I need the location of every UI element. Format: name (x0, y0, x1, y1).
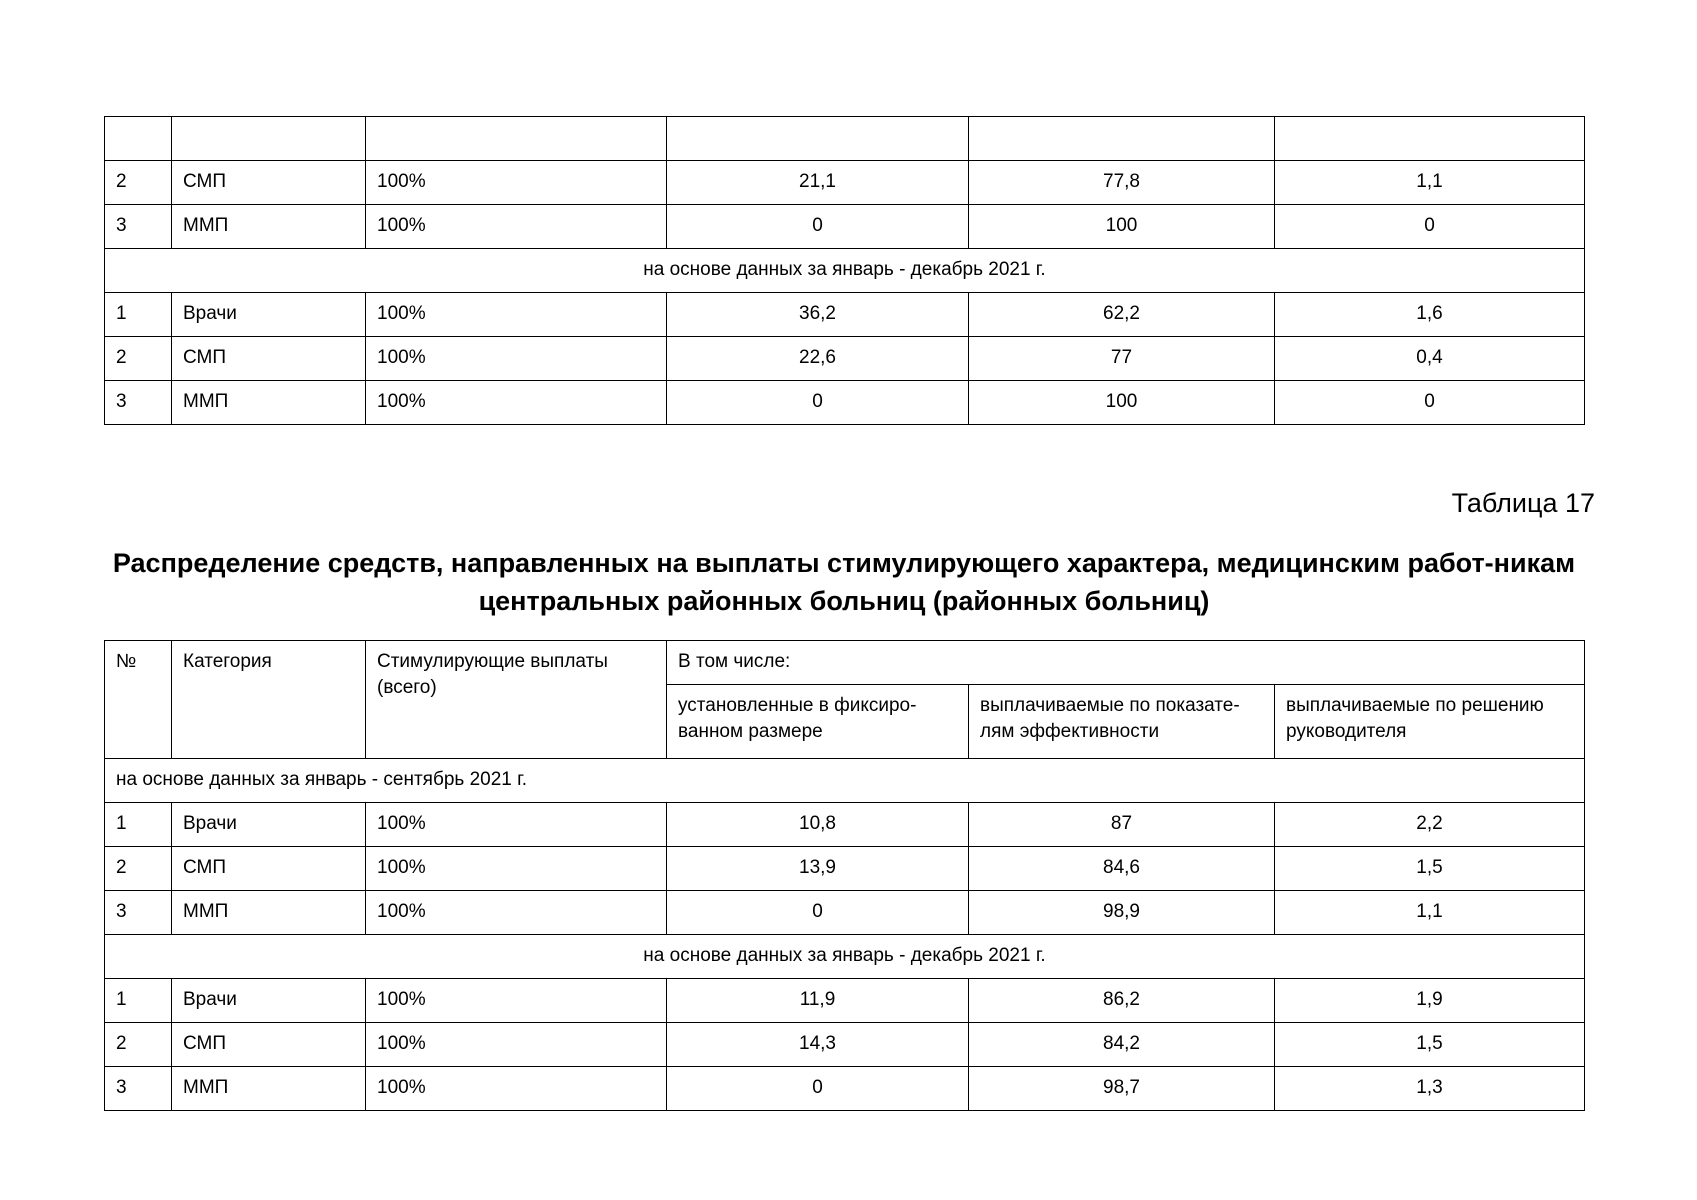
row-total-cell: 100% (366, 1023, 667, 1067)
row-total-cell: 100% (366, 337, 667, 381)
row-fixed-cell: 14,3 (667, 1023, 969, 1067)
row-number-cell: 3 (105, 891, 172, 935)
row-category-cell: СМП (172, 847, 366, 891)
row-performance-cell: 77 (969, 337, 1275, 381)
row-performance-cell: 62,2 (969, 293, 1275, 337)
row-manager-cell: 1,6 (1275, 293, 1585, 337)
row-fixed-cell: 36,2 (667, 293, 969, 337)
row-number-cell: 3 (105, 205, 172, 249)
row-manager-cell (1275, 117, 1585, 161)
row-number-cell: 2 (105, 847, 172, 891)
table-row (105, 891, 1585, 935)
row-number-cell: 3 (105, 1067, 172, 1111)
row-fixed-cell: 0 (667, 205, 969, 249)
row-fixed-cell: 0 (667, 891, 969, 935)
table-row (105, 1067, 1585, 1111)
row-total-cell: 100% (366, 979, 667, 1023)
row-total-cell: 100% (366, 205, 667, 249)
header-performance: выплачиваемые по показате-лям эффективности (969, 685, 1275, 759)
row-category-cell: ММП (172, 891, 366, 935)
row-manager-cell: 0 (1275, 381, 1585, 425)
header-category: Категория (172, 641, 366, 759)
header-manager: выплачиваемые по решению руководителя (1275, 685, 1585, 759)
row-category-cell: Врачи (172, 293, 366, 337)
row-performance-cell: 100 (969, 381, 1275, 425)
continued-table-body (105, 117, 1585, 425)
section-label: на основе данных за январь - сентябрь 2021 г. (105, 759, 1585, 803)
header-num: № (105, 641, 172, 759)
header-including: В том числе: (667, 641, 1585, 685)
row-number-cell: 2 (105, 1023, 172, 1067)
row-performance-cell: 84,2 (969, 1023, 1275, 1067)
table-row (105, 161, 1585, 205)
row-manager-cell: 0 (1275, 205, 1585, 249)
row-category-cell: ММП (172, 381, 366, 425)
table-row (105, 337, 1585, 381)
row-manager-cell: 1,9 (1275, 979, 1585, 1023)
row-total-cell: 100% (366, 891, 667, 935)
row-performance-cell: 84,6 (969, 847, 1275, 891)
section-label: на основе данных за январь - декабрь 2021 г. (105, 249, 1585, 293)
table-row (105, 1023, 1585, 1067)
row-fixed-cell: 13,9 (667, 847, 969, 891)
row-manager-cell: 1,5 (1275, 1023, 1585, 1067)
row-total-cell: 100% (366, 1067, 667, 1111)
row-total-cell: 100% (366, 803, 667, 847)
row-fixed-cell: 0 (667, 381, 969, 425)
table-row (105, 979, 1585, 1023)
row-total-cell: 100% (366, 847, 667, 891)
row-total-cell: 100% (366, 293, 667, 337)
row-manager-cell: 1,1 (1275, 161, 1585, 205)
row-number-cell: 3 (105, 381, 172, 425)
row-number-cell: 2 (105, 337, 172, 381)
row-performance-cell: 100 (969, 205, 1275, 249)
row-category-cell: СМП (172, 161, 366, 205)
row-total-cell: 100% (366, 381, 667, 425)
row-fixed-cell: 11,9 (667, 979, 969, 1023)
table-row (105, 803, 1585, 847)
row-number-cell (105, 117, 172, 161)
row-category-cell: ММП (172, 1067, 366, 1111)
row-number-cell: 2 (105, 161, 172, 205)
row-manager-cell: 1,3 (1275, 1067, 1585, 1111)
table-header-row (105, 641, 1585, 685)
row-performance-cell: 86,2 (969, 979, 1275, 1023)
row-manager-cell: 1,5 (1275, 847, 1585, 891)
table-row (105, 847, 1585, 891)
row-category-cell: Врачи (172, 803, 366, 847)
row-fixed-cell: 22,6 (667, 337, 969, 381)
distribution-table-body (105, 759, 1585, 1111)
row-performance-cell: 77,8 (969, 161, 1275, 205)
row-performance-cell: 87 (969, 803, 1275, 847)
table-row (105, 293, 1585, 337)
table-number-label: Таблица 17 (1451, 488, 1595, 518)
row-category-cell: СМП (172, 1023, 366, 1067)
row-performance-cell (969, 117, 1275, 161)
row-performance-cell: 98,9 (969, 891, 1275, 935)
row-category-cell (172, 117, 366, 161)
row-manager-cell: 1,1 (1275, 891, 1585, 935)
section-row (105, 759, 1585, 803)
row-total-cell (366, 117, 667, 161)
row-total-cell: 100% (366, 161, 667, 205)
row-category-cell: Врачи (172, 979, 366, 1023)
row-fixed-cell: 10,8 (667, 803, 969, 847)
row-number-cell: 1 (105, 293, 172, 337)
row-fixed-cell: 0 (667, 1067, 969, 1111)
row-fixed-cell (667, 117, 969, 161)
row-manager-cell: 0,4 (1275, 337, 1585, 381)
table-row (105, 381, 1585, 425)
section-label: на основе данных за январь - декабрь 2021 г. (105, 935, 1585, 979)
section-row (105, 935, 1585, 979)
section-row (105, 249, 1585, 293)
continued-table (104, 116, 1585, 425)
distribution-table (104, 640, 1585, 1111)
row-category-cell: ММП (172, 205, 366, 249)
table-row (105, 205, 1585, 249)
header-total: Стимулирующие выплаты (всего) (366, 641, 667, 759)
row-manager-cell: 2,2 (1275, 803, 1585, 847)
table-title: Распределение средств, направленных на выплаты стимулирующего характера, медицинским работ-никам центральных районных больниц (районных больниц) (112, 548, 1576, 616)
row-number-cell: 1 (105, 979, 172, 1023)
table-row (105, 117, 1585, 161)
row-fixed-cell: 21,1 (667, 161, 969, 205)
row-category-cell: СМП (172, 337, 366, 381)
header-fixed: установленные в фиксиро-ванном размере (667, 685, 969, 759)
row-number-cell: 1 (105, 803, 172, 847)
row-performance-cell: 98,7 (969, 1067, 1275, 1111)
